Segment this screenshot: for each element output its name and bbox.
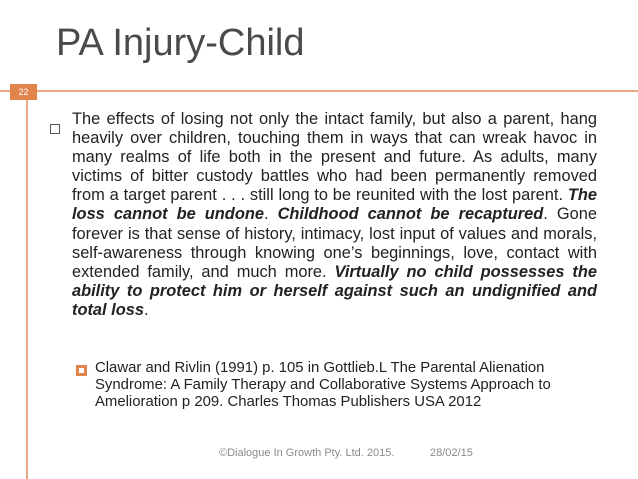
left-vertical-rule: [26, 91, 28, 479]
title-rule-left: [0, 90, 10, 92]
paragraph-segment: The effects of losing not only the intact family, but also a parent, hang heavily over children, touching them in ways that can wreak havoc in many realms of life both in the present and future. As adults, many victims of bitter custody battles who had been permanently removed from a target parent . . . still long to be reunited with the lost parent.: [72, 110, 597, 205]
citation-sub-bullet: Clawar and Rivlin (1991) p. 105 in Gottlieb.L The Parental Alienation Syndrome: A Family Therapy and Collaborative Systems Approach to Amelioration p 209. Charles Thomas Publishers USA 2012: [95, 360, 551, 411]
footer-date: 28/02/15: [430, 447, 473, 459]
emphasis-loss-cannot-be-undone: The loss cannot be undone: [72, 186, 597, 224]
filled-square-bullet-icon: [76, 365, 87, 376]
page-number-badge: 22: [10, 84, 37, 100]
paragraph-segment: . Gone forever is that sense of history, intimacy, lost input of values and morals, self-awareness through knowing one’s beginnings, love, contact with extended family, and much more.: [72, 205, 597, 281]
square-bullet-icon: [50, 124, 60, 134]
emphasis-virtually-no-child: Virtually no child possesses the ability to protect him or herself against such an undignified and total loss: [72, 262, 597, 319]
title-rule: [37, 90, 638, 92]
slide-title: PA Injury-Child: [56, 22, 305, 64]
paragraph-segment: .: [263, 205, 278, 224]
footer-copyright: ©Dialogue In Growth Pty. Ltd. 2015.: [219, 447, 395, 459]
bullet-paragraph: [72, 110, 597, 320]
emphasis-childhood-cannot-be-recaptured: Childhood cannot be recaptured: [277, 205, 544, 224]
paragraph-segment: .: [143, 300, 149, 319]
